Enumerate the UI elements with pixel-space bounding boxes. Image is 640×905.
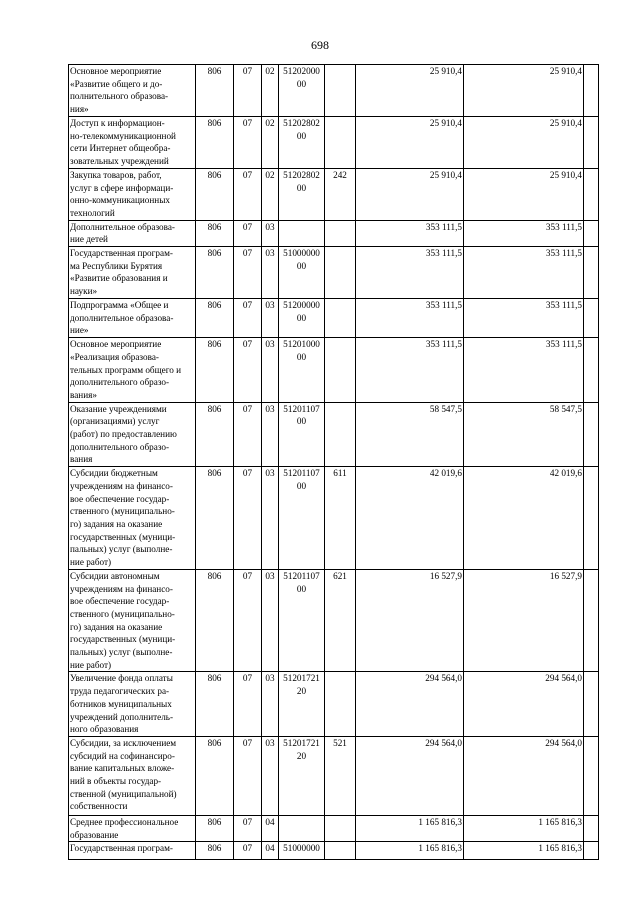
table-row — [69, 247, 599, 299]
target-article-cell: 51201721 20 — [279, 736, 325, 815]
subsection-code-cell: 03 — [262, 672, 279, 737]
subsection-code-cell: 03 — [262, 467, 279, 570]
subsection-code-cell: 02 — [262, 116, 279, 168]
amount-cell: 353 111,5 — [464, 299, 584, 338]
target-article-cell: 51201000 00 — [279, 338, 325, 403]
empty-cell — [584, 402, 599, 467]
target-article-cell — [279, 220, 325, 246]
empty-cell — [584, 299, 599, 338]
table-row — [69, 116, 599, 168]
amount-cell: 16 527,9 — [356, 569, 464, 672]
amount-cell: 1 165 816,3 — [464, 842, 584, 860]
subsection-code-cell: 02 — [262, 168, 279, 220]
target-article-cell: 51200000 00 — [279, 299, 325, 338]
amount-cell: 353 111,5 — [356, 338, 464, 403]
table-row — [69, 672, 599, 737]
expense-type-cell — [325, 338, 356, 403]
section-code-cell: 07 — [234, 116, 262, 168]
row-name-cell: Государственная програм- — [69, 842, 196, 860]
empty-cell — [584, 168, 599, 220]
budget-table — [68, 64, 599, 860]
department-code-cell: 806 — [196, 299, 234, 338]
department-code-cell: 806 — [196, 168, 234, 220]
empty-cell — [584, 220, 599, 246]
section-code-cell: 07 — [234, 247, 262, 299]
target-article-cell: 51202802 00 — [279, 116, 325, 168]
section-code-cell: 07 — [234, 65, 262, 117]
empty-cell — [584, 338, 599, 403]
target-article-cell: 51201107 00 — [279, 569, 325, 672]
amount-cell: 353 111,5 — [464, 247, 584, 299]
target-article-cell: 51202000 00 — [279, 65, 325, 117]
subsection-code-cell: 03 — [262, 736, 279, 815]
amount-cell: 25 910,4 — [464, 65, 584, 117]
expense-type-cell: 611 — [325, 467, 356, 570]
department-code-cell: 806 — [196, 569, 234, 672]
page-number: 698 — [311, 38, 329, 52]
target-article-cell — [279, 815, 325, 841]
expense-type-cell: 242 — [325, 168, 356, 220]
target-article-cell: 51000000 00 — [279, 247, 325, 299]
department-code-cell: 806 — [196, 736, 234, 815]
row-name-cell: Увеличение фонда оплаты труда педагогических ра- ботников муниципальных учреждений дополнитель- ного образования — [69, 672, 196, 737]
table-row — [69, 220, 599, 246]
section-code-cell: 07 — [234, 402, 262, 467]
row-name-cell: Основное мероприятие «Развитие общего и до- полнительного образова- ния» — [69, 65, 196, 117]
expense-type-cell: 521 — [325, 736, 356, 815]
expense-type-cell — [325, 672, 356, 737]
department-code-cell: 806 — [196, 672, 234, 737]
amount-cell: 353 111,5 — [356, 220, 464, 246]
amount-cell: 1 165 816,3 — [464, 815, 584, 841]
expense-type-cell — [325, 842, 356, 860]
amount-cell: 16 527,9 — [464, 569, 584, 672]
department-code-cell: 806 — [196, 220, 234, 246]
expense-type-cell — [325, 815, 356, 841]
amount-cell: 353 111,5 — [356, 247, 464, 299]
subsection-code-cell: 04 — [262, 815, 279, 841]
expense-type-cell — [325, 65, 356, 117]
amount-cell: 294 564,0 — [464, 736, 584, 815]
section-code-cell: 07 — [234, 220, 262, 246]
table-row — [69, 338, 599, 403]
empty-cell — [584, 672, 599, 737]
amount-cell: 353 111,5 — [356, 299, 464, 338]
department-code-cell: 806 — [196, 116, 234, 168]
amount-cell: 294 564,0 — [356, 672, 464, 737]
expense-type-cell — [325, 402, 356, 467]
expense-type-cell — [325, 299, 356, 338]
subsection-code-cell: 03 — [262, 220, 279, 246]
table-row — [69, 467, 599, 570]
amount-cell: 58 547,5 — [464, 402, 584, 467]
section-code-cell: 07 — [234, 842, 262, 860]
table-body — [69, 65, 599, 860]
empty-cell — [584, 247, 599, 299]
section-code-cell: 07 — [234, 299, 262, 338]
empty-cell — [584, 815, 599, 841]
section-code-cell: 07 — [234, 736, 262, 815]
section-code-cell: 07 — [234, 467, 262, 570]
amount-cell: 25 910,4 — [356, 65, 464, 117]
empty-cell — [584, 116, 599, 168]
subsection-code-cell: 03 — [262, 299, 279, 338]
amount-cell: 25 910,4 — [356, 168, 464, 220]
amount-cell: 58 547,5 — [356, 402, 464, 467]
amount-cell: 25 910,4 — [464, 116, 584, 168]
table-row — [69, 65, 599, 117]
subsection-code-cell: 03 — [262, 338, 279, 403]
department-code-cell: 806 — [196, 247, 234, 299]
expense-type-cell — [325, 116, 356, 168]
target-article-cell: 51000000 — [279, 842, 325, 860]
row-name-cell: Субсидии автономным учреждениям на финансо- вое обеспечение государ- ственного (муниципально- го) задания на оказание государственных (муници- пальных) услуг (выполне- ние работ) — [69, 569, 196, 672]
empty-cell — [584, 65, 599, 117]
amount-cell: 1 165 816,3 — [356, 842, 464, 860]
expense-type-cell — [325, 220, 356, 246]
row-name-cell: Оказание учреждениями (организациями) услуг (работ) по предоставлению дополнительного образо- вания — [69, 402, 196, 467]
target-article-cell: 51201107 00 — [279, 467, 325, 570]
department-code-cell: 806 — [196, 467, 234, 570]
section-code-cell: 07 — [234, 815, 262, 841]
target-article-cell: 51201107 00 — [279, 402, 325, 467]
subsection-code-cell: 03 — [262, 569, 279, 672]
row-name-cell: Государственная програм- ма Республики Бурятия «Развитие образования и науки» — [69, 247, 196, 299]
table-row — [69, 736, 599, 815]
subsection-code-cell: 02 — [262, 65, 279, 117]
department-code-cell: 806 — [196, 338, 234, 403]
row-name-cell: Основное мероприятие «Реализация образова- тельных программ общего и дополнительного образо- вания» — [69, 338, 196, 403]
row-name-cell: Доступ к информацион- но-телекоммуникационной сети Интернет общеобра- зовательных учреждений — [69, 116, 196, 168]
amount-cell: 294 564,0 — [464, 672, 584, 737]
target-article-cell: 51201721 20 — [279, 672, 325, 737]
amount-cell: 1 165 816,3 — [356, 815, 464, 841]
row-name-cell: Субсидии бюджетным учреждениям на финансо- вое обеспечение государ- ственного (муниципально- го) задания на оказание государственных (муници- пальных) услуг (выполне- ние работ) — [69, 467, 196, 570]
department-code-cell: 806 — [196, 842, 234, 860]
subsection-code-cell: 03 — [262, 402, 279, 467]
table-row — [69, 842, 599, 860]
table-row — [69, 299, 599, 338]
row-name-cell: Закупка товаров, работ, услуг в сфере информаци- онно-коммуникационных технологий — [69, 168, 196, 220]
empty-cell — [584, 467, 599, 570]
section-code-cell: 07 — [234, 569, 262, 672]
amount-cell: 353 111,5 — [464, 338, 584, 403]
section-code-cell: 07 — [234, 338, 262, 403]
section-code-cell: 07 — [234, 168, 262, 220]
expense-type-cell: 621 — [325, 569, 356, 672]
table-row — [69, 168, 599, 220]
table-row — [69, 815, 599, 841]
row-name-cell: Среднее профессиональное образование — [69, 815, 196, 841]
department-code-cell: 806 — [196, 402, 234, 467]
empty-cell — [584, 569, 599, 672]
row-name-cell: Подпрограмма «Общее и дополнительное образова- ние» — [69, 299, 196, 338]
row-name-cell: Дополнительное образова- ние детей — [69, 220, 196, 246]
target-article-cell: 51202802 00 — [279, 168, 325, 220]
amount-cell: 42 019,6 — [464, 467, 584, 570]
amount-cell: 353 111,5 — [464, 220, 584, 246]
expense-type-cell — [325, 247, 356, 299]
amount-cell: 25 910,4 — [464, 168, 584, 220]
department-code-cell: 806 — [196, 815, 234, 841]
table-row — [69, 402, 599, 467]
subsection-code-cell: 03 — [262, 247, 279, 299]
empty-cell — [584, 842, 599, 860]
amount-cell: 42 019,6 — [356, 467, 464, 570]
row-name-cell: Субсидии, за исключением субсидий на софинансиро- вание капитальных вложе- ний в объекты государ- ственной (муниципальной) собственности — [69, 736, 196, 815]
empty-cell — [584, 736, 599, 815]
section-code-cell: 07 — [234, 672, 262, 737]
table-row — [69, 569, 599, 672]
amount-cell: 25 910,4 — [356, 116, 464, 168]
department-code-cell: 806 — [196, 65, 234, 117]
amount-cell: 294 564,0 — [356, 736, 464, 815]
subsection-code-cell: 04 — [262, 842, 279, 860]
